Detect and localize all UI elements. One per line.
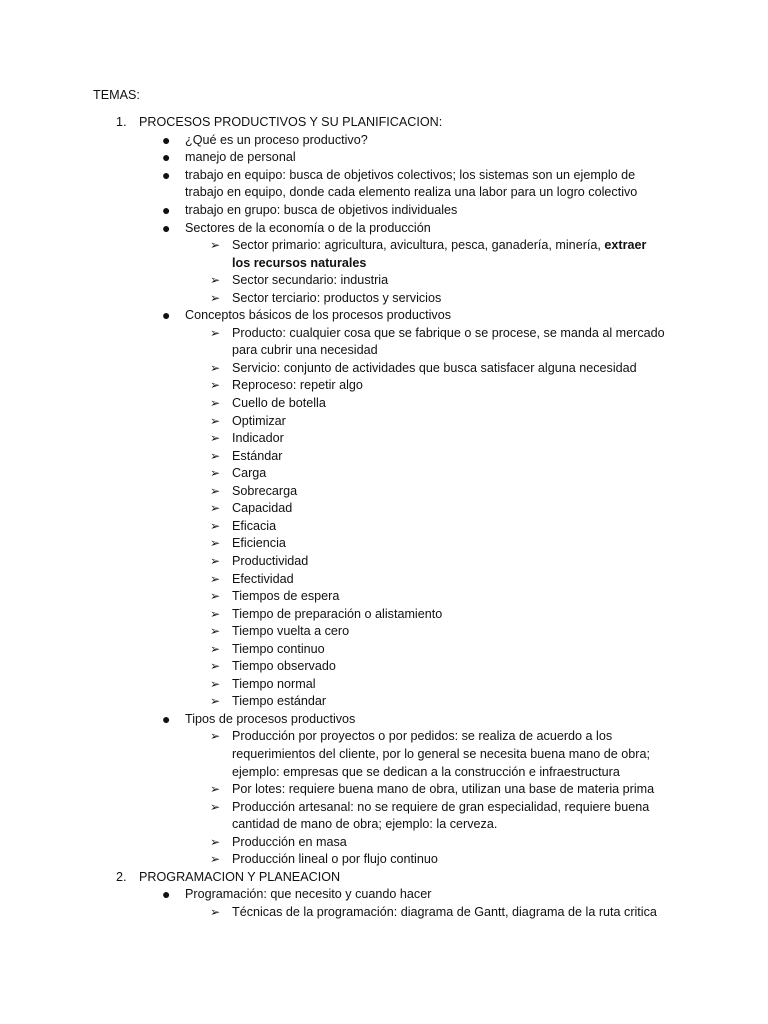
bullet-icon: ● bbox=[162, 219, 171, 236]
sub-item-text bbox=[232, 255, 366, 272]
arrow-bullet-icon: ➢ bbox=[210, 624, 221, 639]
sub-item-text: Tiempo observado bbox=[232, 659, 336, 674]
bullet-icon: ● bbox=[162, 149, 171, 166]
bold-emphasis: extraer bbox=[604, 238, 647, 253]
bullet-item-text: trabajo en equipo, donde cada elemento realiza una labor para un logro colectivo bbox=[185, 185, 638, 200]
bullet-icon: ● bbox=[162, 886, 171, 903]
bullet-icon: ● bbox=[162, 307, 171, 324]
arrow-bullet-icon: ➢ bbox=[210, 799, 221, 814]
sub-item-text bbox=[232, 237, 646, 254]
bullet-icon: ● bbox=[162, 710, 171, 727]
bold-emphasis: los recursos naturales bbox=[232, 255, 367, 270]
arrow-bullet-icon: ➢ bbox=[210, 641, 221, 656]
sub-item-text: Carga bbox=[232, 466, 267, 481]
arrow-bullet-icon: ➢ bbox=[210, 273, 221, 288]
arrow-bullet-icon: ➢ bbox=[210, 782, 221, 797]
arrow-bullet-icon: ➢ bbox=[210, 325, 221, 340]
section-number: 1. bbox=[116, 115, 127, 130]
sub-item-text: Por lotes: requiere buena mano de obra, utilizan una base de materia prima bbox=[232, 782, 655, 797]
sub-item-text: Tiempos de espera bbox=[232, 589, 340, 604]
arrow-bullet-icon: ➢ bbox=[210, 483, 221, 498]
sub-item-text: Eficacia bbox=[232, 518, 277, 533]
arrow-bullet-icon: ➢ bbox=[210, 238, 221, 253]
sub-item-text: Optimizar bbox=[232, 413, 286, 428]
arrow-bullet-icon: ➢ bbox=[210, 378, 221, 393]
sub-item-text: Producto: cualquier cosa que se fabrique o se procese, se manda al mercado bbox=[232, 325, 665, 340]
arrow-bullet-icon: ➢ bbox=[210, 536, 221, 551]
arrow-bullet-icon: ➢ bbox=[210, 553, 221, 568]
section-title: PROGRAMACION Y PLANEACION bbox=[139, 869, 341, 884]
sub-item-text: Productividad bbox=[232, 553, 309, 568]
sub-item-text: Tiempo normal bbox=[232, 676, 316, 691]
bullet-icon: ● bbox=[162, 166, 171, 183]
arrow-bullet-icon: ➢ bbox=[210, 466, 221, 481]
sub-item-text: Tiempo continuo bbox=[232, 641, 325, 656]
sub-item-text: Producción en masa bbox=[232, 834, 347, 849]
bullet-icon: ● bbox=[162, 201, 171, 218]
arrow-bullet-icon: ➢ bbox=[210, 413, 221, 428]
bullet-icon: ● bbox=[162, 131, 171, 148]
bullet-item-text: Programación: que necesito y cuando hacer bbox=[185, 887, 432, 902]
arrow-bullet-icon: ➢ bbox=[210, 501, 221, 516]
sub-item-text: Producción artesanal: no se requiere de gran especialidad, requiere buena bbox=[232, 799, 650, 814]
sub-item-text: Sobrecarga bbox=[232, 483, 298, 498]
sub-item-text: ejemplo: empresas que se dedican a la construcción e infraestructura bbox=[232, 764, 620, 779]
sub-item-text: Efectividad bbox=[232, 571, 294, 586]
bullet-item-text: Sectores de la economía o de la producción bbox=[185, 220, 431, 235]
section-title: PROCESOS PRODUCTIVOS Y SU PLANIFICACION: bbox=[139, 115, 443, 130]
sub-item-text: para cubrir una necesidad bbox=[232, 343, 378, 358]
arrow-bullet-icon: ➢ bbox=[210, 589, 221, 604]
sub-item-text: Capacidad bbox=[232, 501, 293, 516]
sub-item-text: Sector secundario: industria bbox=[232, 273, 389, 288]
sub-item-text: Estándar bbox=[232, 448, 283, 463]
sub-item-text: cantidad de mano de obra; ejemplo: la cerveza. bbox=[232, 817, 498, 832]
sub-item-text: Tiempo vuelta a cero bbox=[232, 624, 350, 639]
arrow-bullet-icon: ➢ bbox=[210, 571, 221, 586]
sub-item-text: Tiempo de preparación o alistamiento bbox=[232, 606, 443, 621]
arrow-bullet-icon: ➢ bbox=[210, 729, 221, 744]
document-heading: TEMAS: bbox=[93, 88, 140, 102]
bullet-item-text: Conceptos básicos de los procesos productivos bbox=[185, 308, 452, 323]
bullet-item-text: trabajo en grupo: busca de objetivos individuales bbox=[185, 202, 458, 217]
bullet-item-text: trabajo en equipo: busca de objetivos colectivos; los sistemas son un ejemplo de bbox=[185, 167, 636, 182]
bullet-item-text: ¿Qué es un proceso productivo? bbox=[185, 132, 368, 147]
arrow-bullet-icon: ➢ bbox=[210, 606, 221, 621]
arrow-bullet-icon: ➢ bbox=[210, 904, 221, 919]
sub-item-text: Sector terciario: productos y servicios bbox=[232, 290, 442, 305]
arrow-bullet-icon: ➢ bbox=[210, 659, 221, 674]
sub-item-text: Reproceso: repetir algo bbox=[232, 378, 363, 393]
arrow-bullet-icon: ➢ bbox=[210, 396, 221, 410]
arrow-bullet-icon: ➢ bbox=[210, 852, 221, 867]
sub-item-text: Tiempo estándar bbox=[232, 694, 327, 709]
sub-item-text: Servicio: conjunto de actividades que busca satisfacer alguna necesidad bbox=[232, 360, 637, 375]
sub-item-text: Cuello de botella bbox=[232, 396, 326, 410]
arrow-bullet-icon: ➢ bbox=[210, 676, 221, 691]
arrow-bullet-icon: ➢ bbox=[210, 694, 221, 709]
sub-item-text: Eficiencia bbox=[232, 536, 286, 551]
section-number: 2. bbox=[116, 869, 127, 884]
sub-item-text: Producción lineal o por flujo continuo bbox=[232, 852, 438, 867]
arrow-bullet-icon: ➢ bbox=[210, 834, 221, 849]
sub-item-text: requerimientos del cliente, por lo general se necesita buena mano de obra; bbox=[232, 747, 650, 761]
bullet-item-text: manejo de personal bbox=[185, 150, 296, 165]
arrow-bullet-icon: ➢ bbox=[210, 360, 221, 375]
arrow-bullet-icon: ➢ bbox=[210, 448, 221, 463]
sub-item-text: Indicador bbox=[232, 431, 284, 446]
arrow-bullet-icon: ➢ bbox=[210, 290, 221, 305]
sub-item-text: Producción por proyectos o por pedidos: se realiza de acuerdo a los bbox=[232, 729, 613, 744]
arrow-bullet-icon: ➢ bbox=[210, 518, 221, 533]
sub-item-text: Técnicas de la programación: diagrama de Gantt, diagrama de la ruta critica bbox=[232, 904, 657, 919]
sub-item-text-part: Sector primario: agricultura, avicultura, pesca, ganadería, minería, bbox=[232, 238, 605, 253]
arrow-bullet-icon: ➢ bbox=[210, 431, 221, 446]
bullet-item-text: Tipos de procesos productivos bbox=[185, 711, 356, 726]
